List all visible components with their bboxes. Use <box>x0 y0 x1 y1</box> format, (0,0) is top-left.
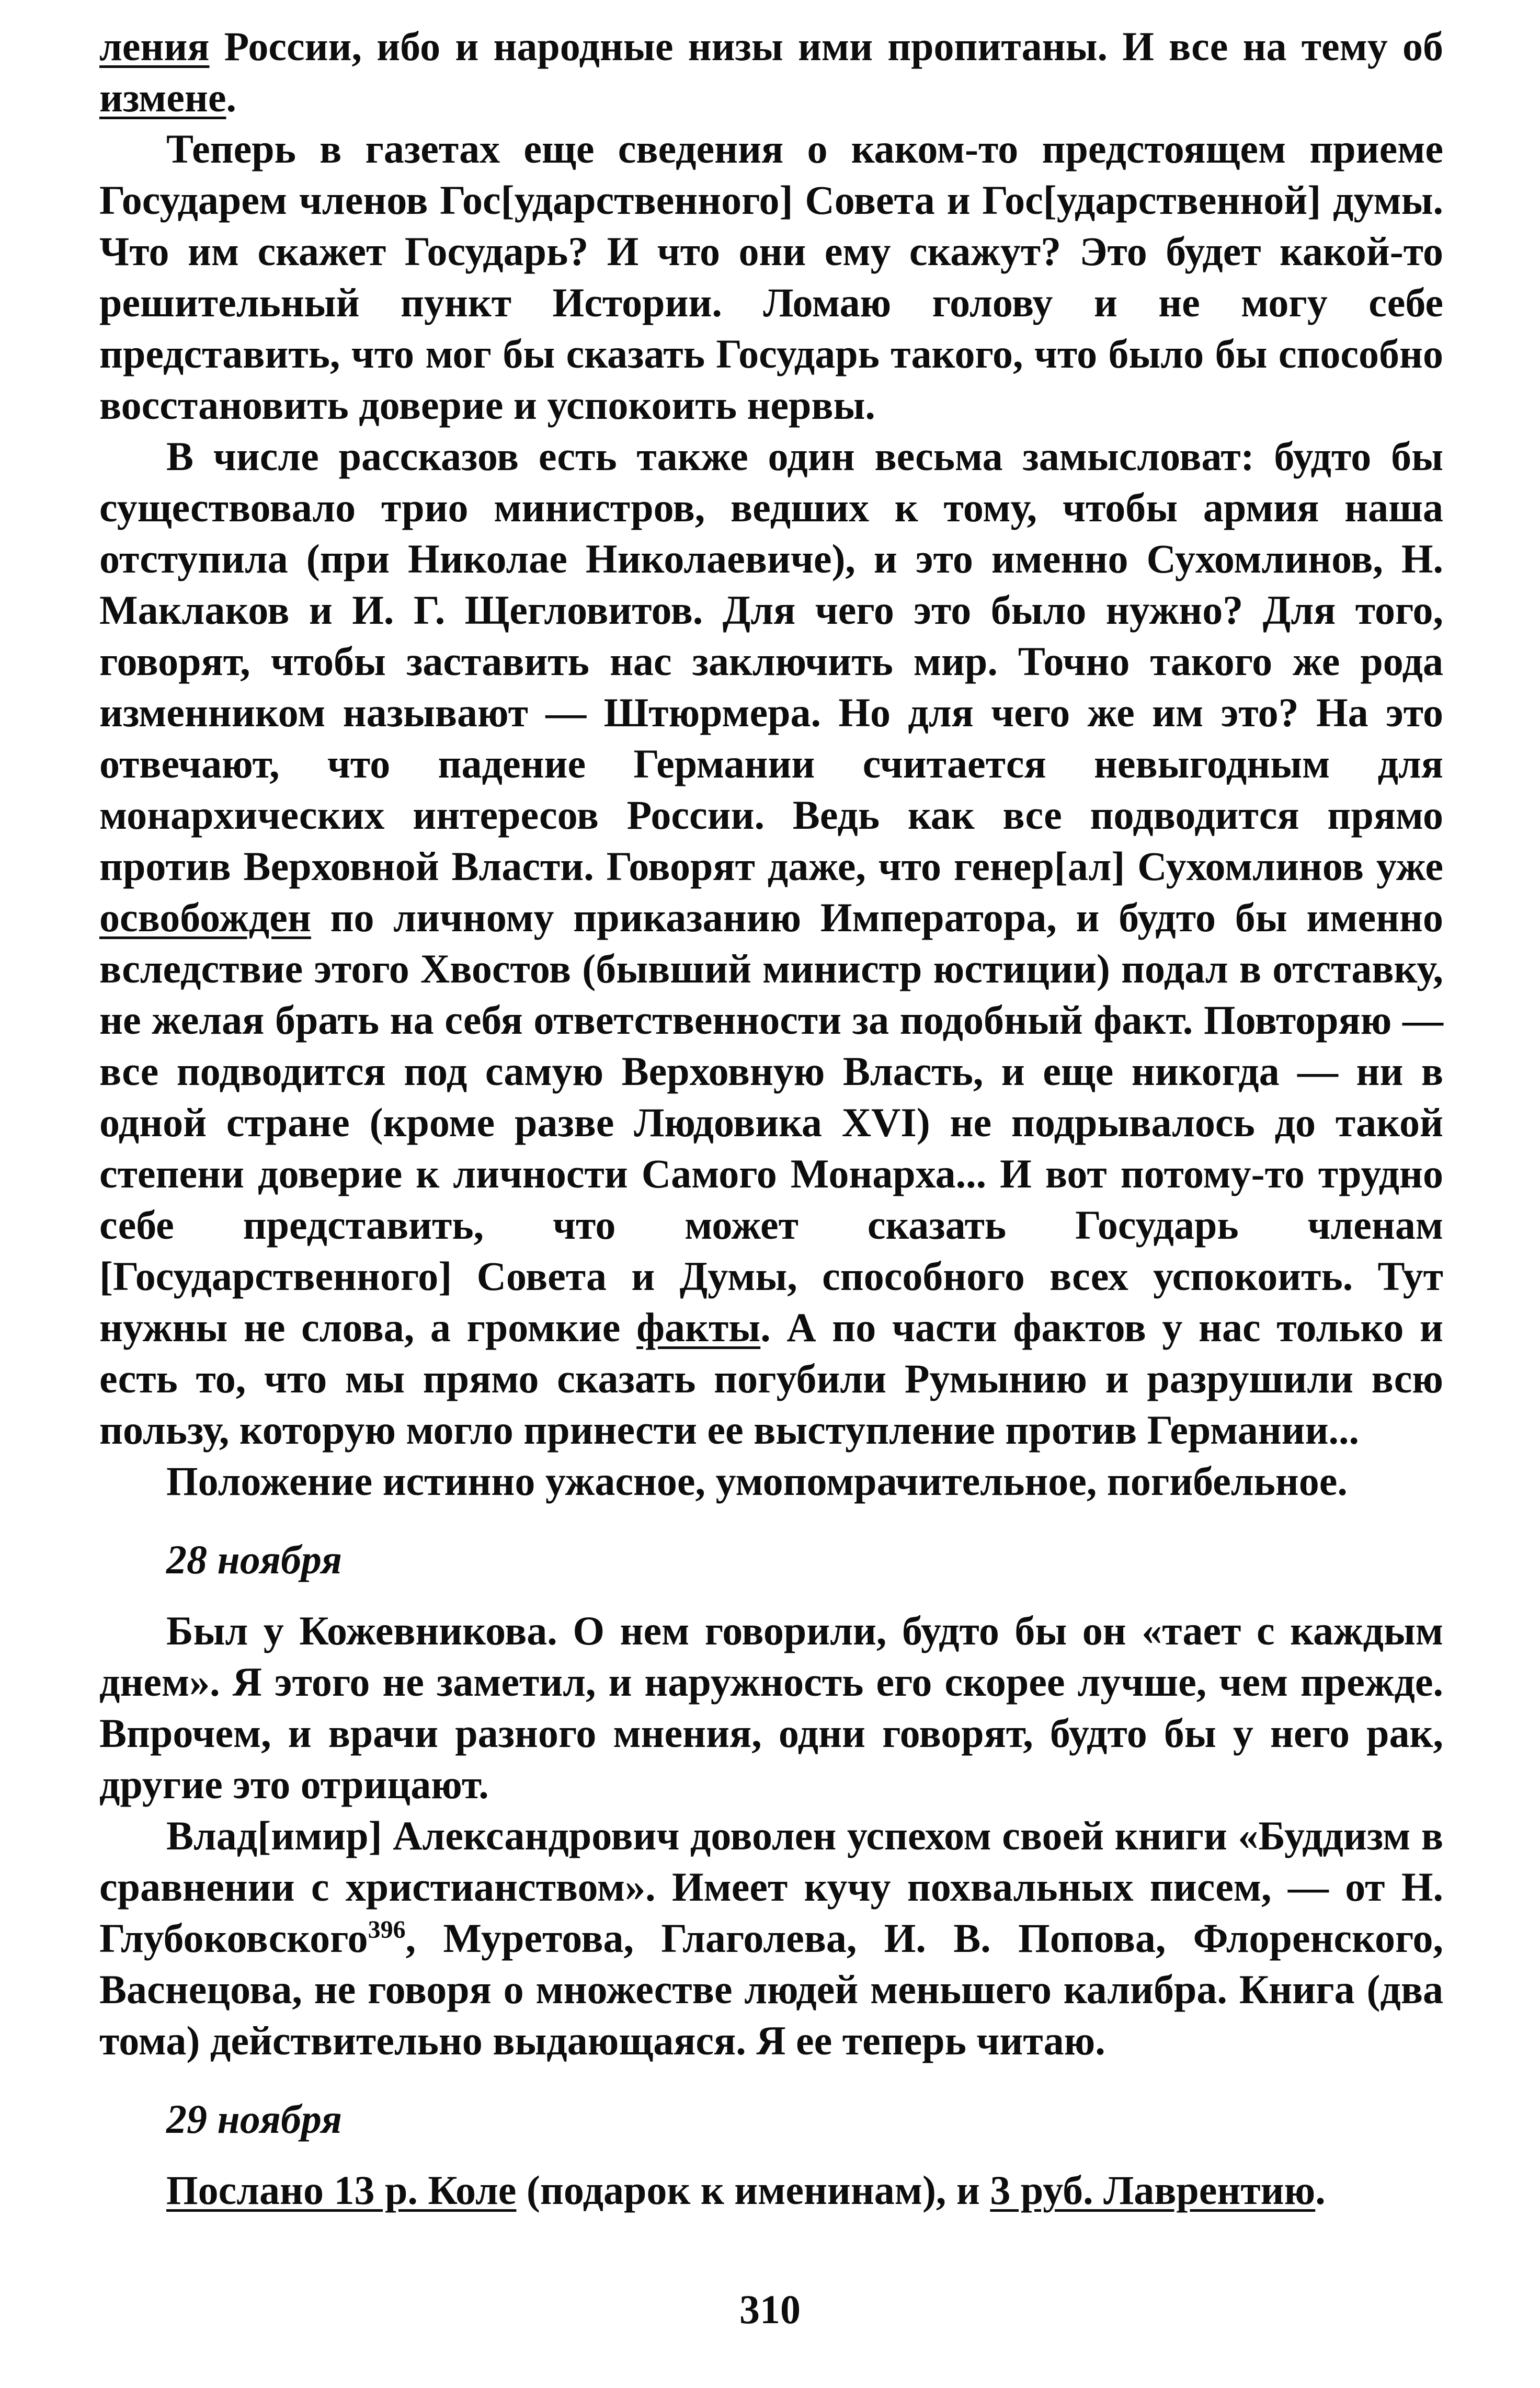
paragraph-situation: Положение истинно ужасное, умопомрачительное, погибельное. <box>166 1458 1348 1504</box>
text-run: Влад[имир] Александрович доволен успехом своей книги «Буддизм в сравнении с христианством». Имеет кучу похвальных писем, — от Н. Глубоковского <box>99 1813 1443 1961</box>
text-run: . А по части фактов у нас только и есть то, что мы прямо сказать погубили Румынию и разрушили всю пользу, которую могло принести ее выступление против Германии... <box>99 1305 1443 1453</box>
paragraph-sent-money <box>99 2165 1443 2216</box>
diary-date-heading: 28 ноября <box>166 1537 343 1582</box>
paragraph-continuation <box>99 21 1443 123</box>
text-run: . <box>1315 2167 1326 2213</box>
text-run: . <box>226 75 236 120</box>
underlined-phrase: 3 руб. Лаврентию <box>990 2167 1316 2213</box>
underlined-word: факты <box>636 1305 761 1350</box>
text-run: России, ибо и народные низы ими пропитаны. И все на тему об <box>209 24 1443 69</box>
diary-date-heading: 29 ноября <box>166 2096 343 2142</box>
underlined-word: освобожден <box>99 895 311 940</box>
underlined-word: ления <box>99 24 210 69</box>
text-run: , Муретова, Глаголева, И. В. Попова, Флоренского, Васнецова, не говоря о множестве людей меньшего калибра. Книга (два тома) действительно выдающаяся. Я ее теперь читаю. <box>99 1915 1443 2063</box>
text-run: (подарок к именинам), и <box>516 2167 990 2213</box>
footnote-reference: 396 <box>368 1916 406 1944</box>
paragraph-ministers-trio <box>99 431 1443 1456</box>
book-page <box>99 21 1443 2374</box>
underlined-word: измене <box>99 75 226 120</box>
text-run: В числе рассказов есть также один весьма замысловат: будто бы существовало трио министров, ведших к тому, чтобы армия наша отступила (при Николае Николаевиче), и это именно Сухомлинов, Н. Маклаков и И. Г. Щегловитов. Для чего это было нужно? Для того, говорят, чтобы заставить нас заключить мир. Точно такого же рода изменником называют — Штюрмера. Но для чего же им это? На это отвечают, что падение Германии считается невыгодным для монархических интересов России. Ведь как все подводится прямо против Верховной Власти. Говорят даже, что генер[ал] Сухомлинов уже <box>99 433 1443 889</box>
underlined-phrase: Послано 13 р. Коле <box>166 2167 517 2213</box>
paragraph-kozhevnikov: Был у Кожевникова. О нем говорили, будто бы он «тает с каждым днем». Я этого не заметил, и наружность его скорее лучше, чем прежде. Впрочем, и врачи разного мнения, одни говорят, будто бы у него рак, другие это отрицают. <box>99 1608 1443 1807</box>
paragraph-reception: Теперь в газетах еще сведения о каком-то предстоящем приеме Государем членов Гос[ударственного] Совета и Гос[ударственной] думы. Что им скажет Государь? И что они ему скажут? Это будет какой-то решительный пункт Истории. Ломаю голову и не могу себе представить, что мог бы сказать Государь такого, что было бы способно восстановить доверие и успокоить нервы. <box>99 126 1443 428</box>
text-run: по личному приказанию Императора, и будто бы именно вследствие этого Хвостов (бывший министр юстиции) подал в отставку, не желая брать на себя ответственности за подобный факт. Повторяю — все подводится под самую Верховную Власть, и еще никогда — ни в одной стране (кроме разве Людовика XVI) не подрывалось до такой степени доверие к личности Самого Монарха... И вот потому-то трудно себе представить, что может сказать Государь членам [Государственного] Совета и Думы, способного всех успокоить. Тут нужны не слова, а громкие <box>99 895 1443 1350</box>
paragraph-buddhism-book <box>99 1810 1443 2066</box>
page-number: 310 <box>739 2287 801 2332</box>
